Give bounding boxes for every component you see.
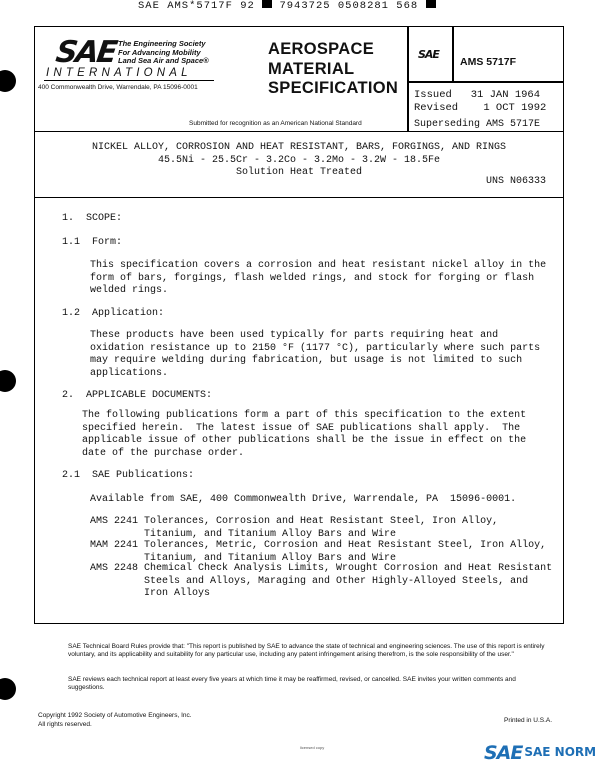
sae-norm-logo: SAE SAE NORM [484,742,597,764]
international-underline [44,80,214,81]
section-text: This specification covers a corrosion and heat resistant nickel alloy in the form of bars, forgings, flash welded rings, and stock for forging or flash welded rings. [90,260,547,296]
code-block-mark [426,0,436,8]
reference-entry: AMS 2241 Tolerances, Corrosion and Heat Resistant Steel, Iron Alloy, Titanium, and Titanium Alloy Bars and Wire [90,516,499,540]
title-line: 45.5Ni - 25.5Cr - 3.2Co - 3.2Mo - 3.2W - 18.5Fe [157,154,441,166]
punch-hole [0,70,16,92]
section-text: The following publications form a part of this specification to the extent specified herein. The latest issue of SAE publications shall apply. The applicable issue of other publications shall be the issue in effect on the date of the purchase order. [82,410,527,459]
printed-in: Printed in U.S.A. [504,717,553,724]
submitted-note: Submitted for recognition as an American National Standard [189,120,362,127]
sae-logo: SAE [53,35,118,70]
title-line: NICKEL ALLOY, CORROSION AND HEAT RESISTANT, BARS, FORGINGS, AND RINGS [91,142,507,153]
society-tagline: The Engineering Society For Advancing Mobility Land Sea Air and Space® [118,39,209,65]
section-heading: 1.2 Application: [62,308,165,319]
international-label: INTERNATIONAL [46,67,192,79]
section-heading: 2. APPLICABLE DOCUMENTS: [62,390,213,401]
sae-address: 400 Commonwealth Drive, Warrendale, PA 15096-0001 [38,84,198,91]
section-heading: 1. SCOPE: [62,213,123,224]
document-code-line [138,0,436,12]
reference-entry: AMS 2248 Chemical Check Analysis Limits, Wrought Corrosion and Heat Resistant Steels and Alloys, Maraging and Other Highly-Alloyed Steels, and Iron Alloys [90,563,553,599]
document-type-title: AEROSPACE MATERIAL [268,40,374,78]
section-heading: 2.1 SAE Publications: [62,470,195,481]
punch-hole [0,370,16,392]
sae-small-logo: SAE [418,48,439,61]
review-note: SAE reviews each technical report at least every five years at which time it may be reaffirmed, revised, or cancelled. SAE invites your written comments and suggestions. [68,676,516,691]
material-title [34,142,564,180]
section-heading: 1.1 Form: [62,237,123,248]
header-divider [407,26,409,132]
punch-hole [0,678,16,700]
code-block-mark [262,0,272,8]
doc-code-left: SAE AMS*5717F 92 [138,0,255,12]
uns-number: UNS N06333 [486,176,547,187]
technical-board-note: SAE Technical Board Rules provide that: "This report is published by SAE to advance the state of technical and engineering sciences. The use of this report is entirely voluntary, and its applicability and suitability for any particular use, including any patent infringement arising therefrom, is the sole responsibility of the user." [68,643,545,658]
document-type-title-line3: SPECIFICATION [268,79,399,97]
title-line: Solution Heat Treated [235,167,363,178]
license-footer-text: licensed copy [300,745,325,750]
copyright: Copyright 1992 Society of Automotive Engineers, Inc. All rights reserved. [38,712,192,728]
header-divider [452,26,454,82]
doc-code-middle: 7943725 0508281 568 [279,0,419,12]
superseding-note: Superseding AMS 5717E [414,119,541,130]
ams-number: AMS 5717F [460,56,517,68]
reference-entry: MAM 2241 Tolerances, Metric, Corrosion and Heat Resistant Steel, Iron Alloy, Titanium, and Titanium Alloy Bars and Wire [90,540,547,564]
section-text: Available from SAE, 400 Commonwealth Drive, Warrendale, PA 15096-0001. [90,494,517,505]
header-divider [407,81,564,83]
issue-dates: Issued 31 JAN 1964 Revised 1 OCT 1992 [414,89,547,114]
section-text: These products have been used typically for parts requiring heat and oxidation resistance up to 2150 °F (1177 °C), particularly where such parts may require welding during fabrication, but usage is not limited to such applications. [90,330,541,379]
